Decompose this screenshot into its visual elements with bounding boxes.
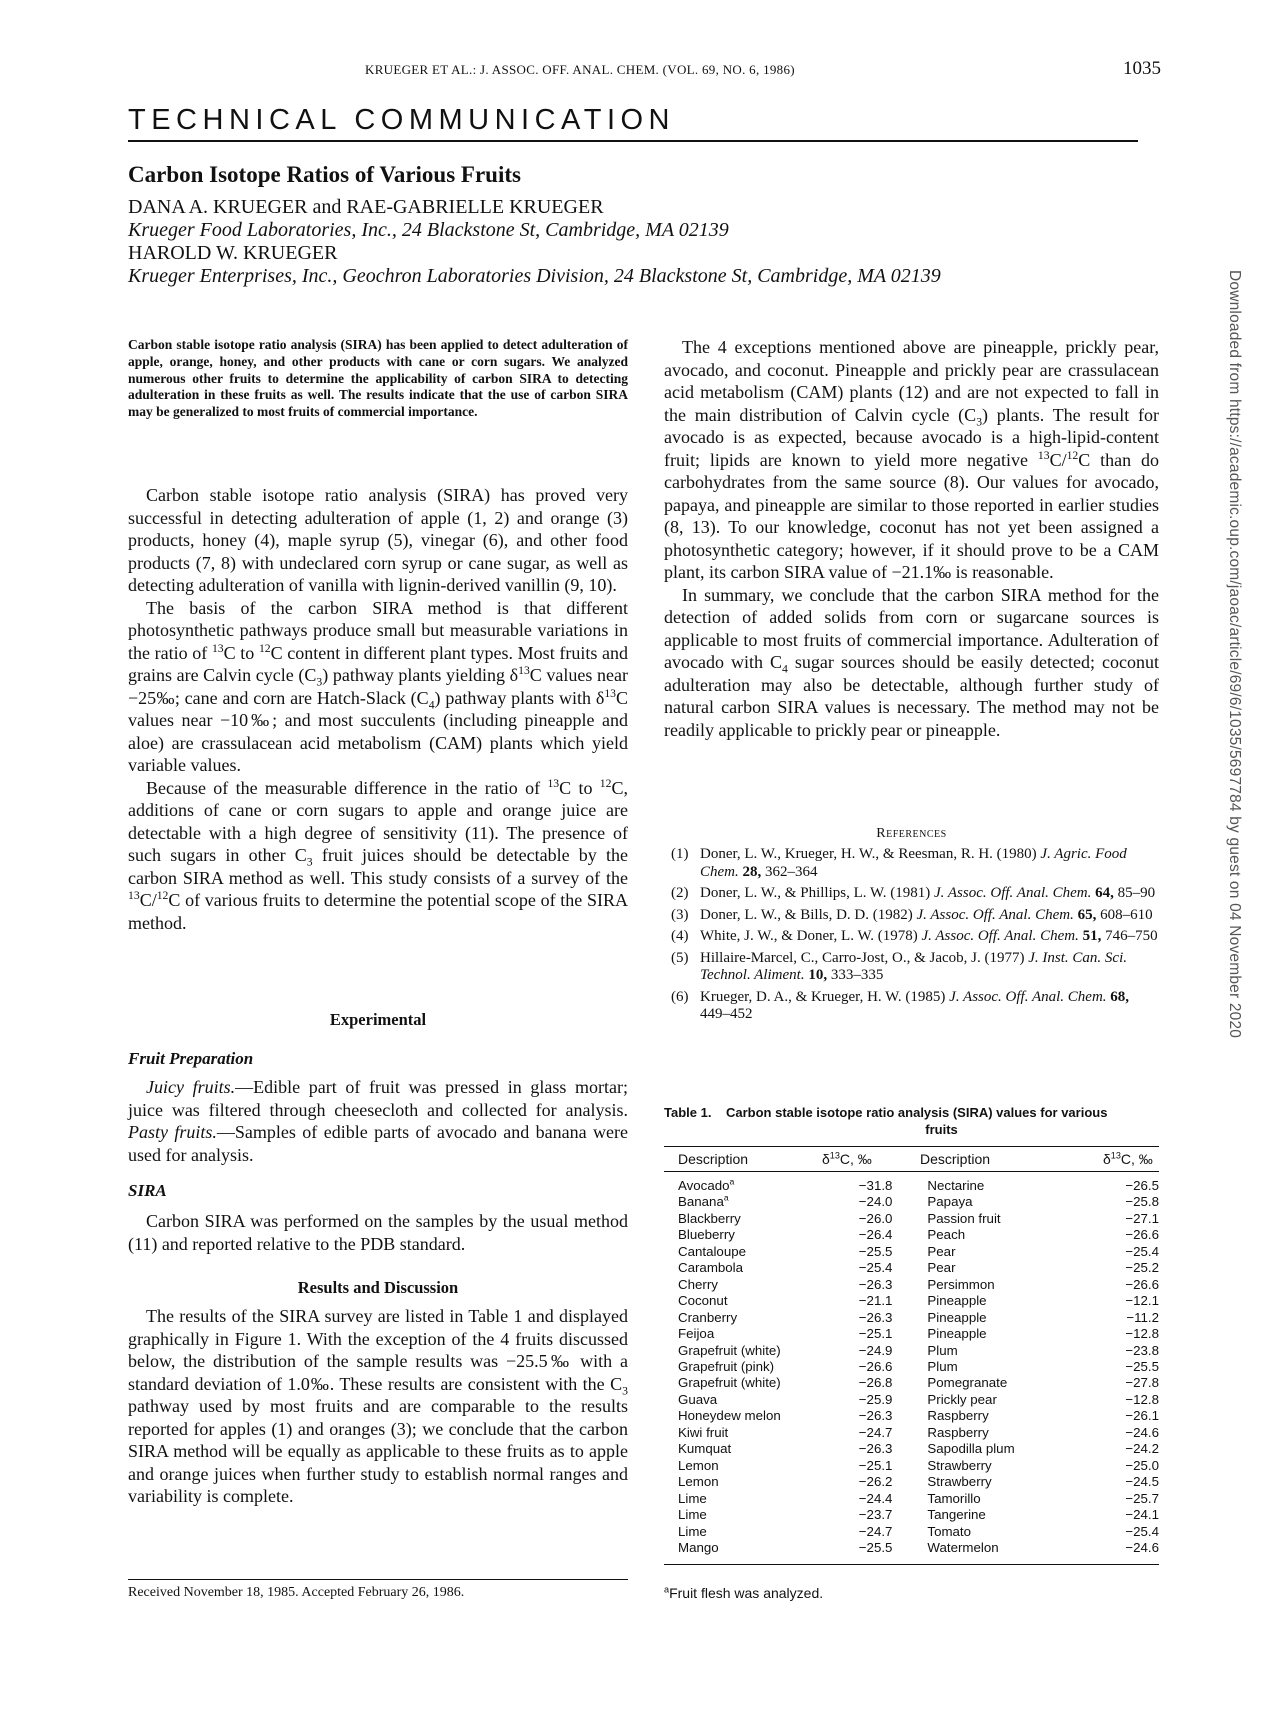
table-row [664,1408,1159,1424]
delta-value: −21.1 [858,1293,893,1309]
fruit-name: Feijoa [678,1326,715,1342]
fruit-name: Grapefruit (white) [678,1342,781,1358]
fruit-name: Raspberry [927,1424,989,1440]
table-top-rule [664,1146,1159,1147]
table-row [664,1244,1159,1260]
fruit-name: Kumquat [678,1441,732,1457]
delta-value: −25.5 [858,1539,893,1555]
delta-value: −26.8 [858,1375,893,1391]
table-row [664,1507,1159,1523]
pasty-fruits-label: Pasty fruits. [128,1122,217,1142]
fruit-name: Tamorillo [927,1490,981,1506]
fruit-name: Lime [678,1490,707,1506]
delta-value: −24.5 [1125,1474,1159,1490]
fruit-name: Plum [927,1342,958,1358]
table-row [664,1326,1159,1342]
fruit-name: Persimmon [927,1276,995,1292]
fruit-name: Kiwi fruit [678,1424,729,1440]
results-paragraph-1: The results of the SIRA survey are listed in Table 1 and displayed graphically in Figure 1. With the exception of the 4 fruits discussed below, the distribution of the sample results was −25.5‰ with a standard deviation of 1.0‰. These results are consistent with the $C_3$ pathway used by most fruits and are comparable to the results reported for apples (1) and oranges (3); we conclude that the carbon SIRA method will be equally as applicable to these fruits as to apple and orange juices when further study to establish normal ranges and variability is complete. [128,1306,628,1506]
reference-item: (2) Doner, L. W., & Phillips, L. W. (1981) J. Assoc. Off. Anal. Chem. 64, 85–90 [671,885,1156,901]
fruit-name: Cherry [678,1276,718,1292]
table-row [664,1425,1159,1441]
results-heading: Results and Discussion [297,1278,459,1297]
fruit-name: Prickly pear [927,1391,997,1407]
fruit-preparation-text: Juicy fruits.—Edible part of fruit was pressed in glass mortar; juice was filtered through cheesecloth and collected for analysis. Pasty fruits.—Samples of edible parts of avocado and banana were used for analysis. [128,1077,628,1165]
fruit-name: Banana$^a$ [678,1193,729,1210]
delta-value: −26.3 [858,1276,893,1292]
fruit-name: Passion fruit [927,1210,1001,1226]
reference-item: (4) White, J. W., & Doner, L. W. (1978) J. Assoc. Off. Anal. Chem. 51, 746–750 [671,928,1158,944]
delta-value: −31.8 [858,1178,893,1193]
received-note: Received November 18, 1985. Accepted February 26, 1986. [128,1585,465,1600]
page-number: 1035 [1123,58,1161,79]
delta-value: −27.1 [1125,1210,1159,1226]
references-list [664,846,1159,1028]
fruit-name: Pear [927,1243,956,1259]
delta-value: −24.2 [1125,1441,1159,1457]
running-head: KRUEGER ET AL.: J. ASSOC. OFF. ANAL. CHEM. (VOL. 69, NO. 6, 1986) [365,62,795,77]
delta-value: −25.4 [1125,1243,1159,1259]
references-heading: References [876,826,947,841]
fruit-preparation-heading: Fruit Preparation [128,1049,254,1068]
fruit-name: Papaya [927,1194,973,1210]
fruit-name: Sapodilla plum [927,1441,1015,1457]
delta-value: −26.3 [858,1408,893,1424]
delta-value: −24.6 [1125,1539,1159,1555]
table-footnote: $^a$Fruit flesh was analyzed. [664,1584,824,1601]
table-caption [664,1104,1159,1138]
table-row [664,1458,1159,1474]
fruit-name: Pineapple [927,1309,987,1325]
table-row [664,1474,1159,1490]
table-header-rule [664,1171,1159,1172]
table-row [664,1441,1159,1457]
fruit-name: Mango [678,1539,719,1555]
fruit-name: Tomato [927,1523,972,1539]
fruit-name: Pear [927,1260,956,1276]
download-watermark: Downloaded from https://academic.oup.com/jaoac/article/69/6/1035/5697784 by guest on 04 November 2020 [1226,270,1243,1039]
delta-value: −23.8 [1125,1342,1159,1358]
fruit-name: Blackberry [678,1210,741,1226]
fruit-name: Grapefruit (white) [678,1375,781,1391]
table-row [664,1392,1159,1408]
table-title: Carbon stable isotope ratio analysis (SIRA) values for various [726,1105,1108,1120]
table-row [664,1194,1159,1210]
fruit-name: Nectarine [927,1178,985,1193]
delta-value: −26.3 [858,1309,893,1325]
discussion [664,336,1159,741]
delta-value: −26.4 [858,1227,893,1243]
fruit-name: Pineapple [927,1293,987,1309]
delta-value: −24.7 [858,1424,893,1440]
article-title: Carbon Isotope Ratios of Various Fruits [128,162,521,187]
fruit-name: Strawberry [927,1457,992,1473]
fruit-name: Pineapple [927,1326,987,1342]
discussion-paragraph-2: In summary, we conclude that the carbon SIRA method for the detection of added solids from corn or sugarcane sources is applicable to most fruits of commercial importance. Adulteration of avocado with $C_4$ sugar sources should be easily detected; coconut adulteration may also be detectable, although further study of natural carbon SIRA values is necessary. The method may not be readily applicable to prickly pear or pineapple. [664,584,1159,740]
fruit-name: Peach [927,1227,966,1243]
delta-value: −25.1 [858,1457,893,1473]
table-row [664,1277,1159,1293]
fruit-name: Honeydew melon [678,1408,781,1424]
intro-paragraph-2: The basis of the carbon SIRA method is that different photosynthetic pathways produce small but measurable variations in the ratio of $^{13}$C to $^{12}$C content in different plant types. Most fruits and grains are Calvin cycle $(C_3)$ pathway plants yielding $\delta^{13}C$ values near −25‰; cane and corn are Hatch-Slack $(C_4)$ pathway plants with $\delta^{13}C$ values near −10‰; and most succulents (including pineapple and aloe) are crassulacean acid metabolism (CAM) plants which yield variable values. [128,597,629,775]
table-header-description-1: Description [678,1151,749,1167]
table-row [664,1524,1159,1540]
delta-value: −25.9 [858,1391,893,1407]
experimental-heading: Experimental [329,1010,427,1029]
reference-item: (3) Doner, L. W., & Bills, D. D. (1982) J. Assoc. Off. Anal. Chem. 65, 608–610 [671,906,1153,923]
delta-value: −25.2 [1125,1260,1159,1276]
intro-paragraph-1: Carbon stable isotope ratio analysis (SIRA) has proved very successful in detecting adulteration of apple (1, 2) and orange (3) products, honey (4), maple syrup (5), vinegar (6), and other food products (7, 8) with undeclared corn syrup or cane sugar, as well as detecting adulteration of vanilla with lignin-derived vanillin (9, 10). [128,485,628,595]
sira-text: Carbon SIRA was performed on the samples by the usual method (11) and reported relative to the PDB standard. [128,1211,628,1254]
reference-item: (1) Doner, L. W., Krueger, H. W., & Reesman, R. H. (1980) J. Agric. Food Chem. 28, 362–364 [671,846,1127,880]
juicy-fruits-label: Juicy fruits. [146,1077,236,1097]
fruit-name: Strawberry [927,1474,992,1490]
delta-value: −25.5 [858,1243,893,1259]
delta-value: −26.1 [1125,1408,1159,1424]
delta-value: −25.1 [858,1326,893,1342]
fruit-name: Tangerine [927,1507,986,1523]
delta-value: −12.8 [1125,1326,1159,1342]
delta-value: −26.2 [858,1474,893,1490]
delta-value: −24.6 [1125,1424,1159,1440]
footnote-rule [128,1579,628,1580]
fruit-name: Guava [678,1391,718,1407]
affiliation-line-2: Krueger Enterprises, Inc., Geochron Laboratories Division, 24 Blackstone St, Cambridge, MA 02139 [128,265,941,287]
delta-value: −24.1 [1125,1507,1159,1523]
table-row [664,1260,1159,1276]
delta-value: −23.7 [858,1507,893,1523]
fruit-name: Lemon [678,1474,719,1490]
section-rule [128,140,1138,142]
table-header-delta-2: $\delta^{13}C$, ‰ [1103,1150,1153,1167]
table-header-description-2: Description [920,1151,991,1167]
delta-value: −26.6 [858,1358,893,1374]
delta-value: −24.9 [858,1342,893,1358]
abstract: Carbon stable isotope ratio analysis (SIRA) has been applied to detect adulteration of apple, orange, honey, and other products with cane or corn sugars. We analyzed numerous other fruits to determine the applicability of carbon SIRA to detecting adulteration in these fruits as well. The results indicate that the use of carbon SIRA may be generalized to most fruits of commercial importance. [128,337,628,420]
delta-value: −27.8 [1125,1375,1159,1391]
fruit-name: Watermelon [927,1539,999,1555]
fruit-name: Cantaloupe [678,1243,747,1259]
table-row [664,1211,1159,1227]
table-bottom-rule [664,1564,1159,1565]
table-row [664,1310,1159,1326]
table-row [664,1343,1159,1359]
delta-value: −12.1 [1125,1293,1159,1309]
table-header-delta-1: $\delta^{13}C$, ‰ [822,1150,872,1167]
delta-value: −26.0 [858,1210,893,1226]
table-title-line-2: fruits [925,1122,958,1137]
delta-value: −26.6 [1125,1227,1159,1243]
fruit-name: Pomegranate [927,1375,1008,1391]
delta-value: −26.6 [1125,1276,1159,1292]
intro-paragraph-3: Because of the measurable difference in the ratio of $^{13}$C to $^{12}$C, additions of cane or corn sugars to apple and orange juice are detectable with a high degree of sensitivity (11). The presence of such sugars in other $C_3$ fruit juices should be detectable by the carbon SIRA method as well. This study consists of a survey of the $^{13}$C/$^{12}$C of various fruits to determine the potential scope of the SIRA method. [128,776,628,933]
authors-line-2: HAROLD W. KRUEGER [128,242,338,264]
discussion-paragraph-1: The 4 exceptions mentioned above are pineapple, prickly pear, avocado, and coconut. Pineapple and prickly pear are crassulacean acid metabolism (CAM) plants (12) and are not expected to fall in the main distribution of Calvin cycle $(C_3)$ plants. The result for avocado is as expected, because avocado is a high-lipid-content fruit; lipids are known to yield more negative $^{13}$C/$^{12}$C than do carbohydrates from the same source (8). Our values for avocado, papaya, and pineapple are similar to those reported in earlier studies (8, 13). To our knowledge, coconut has not yet been assigned a photosynthetic category; however, if it should prove to be a CAM plant, its carbon SIRA value of −21.1‰ is reasonable. [664,337,1159,582]
sira-heading: SIRA [128,1181,167,1200]
introduction [128,484,628,934]
delta-value: −26.5 [1125,1178,1159,1193]
fruit-name: Plum [927,1358,958,1374]
fruit-name: Coconut [678,1293,728,1309]
fruit-name: Lemon [678,1457,719,1473]
delta-value: −12.8 [1125,1391,1159,1407]
table-row [664,1359,1159,1375]
section-title: TECHNICAL COMMUNICATION [128,104,675,136]
table-row [664,1178,1159,1194]
table-label: Table 1. [664,1105,712,1120]
delta-value: −24.0 [858,1194,893,1210]
fruit-name: Avocado$^a$ [678,1176,735,1193]
delta-value: −11.2 [1126,1309,1159,1325]
fruit-name: Lime [678,1523,707,1539]
table-row [664,1491,1159,1507]
fruit-name: Raspberry [927,1408,989,1424]
fruit-name: Grapefruit (pink) [678,1358,775,1374]
fruit-name: Cranberry [678,1309,738,1325]
delta-value: −25.8 [1125,1194,1159,1210]
reference-item: (6) Krueger, D. A., & Krueger, H. W. (1985) J. Assoc. Off. Anal. Chem. 68, 449–452 [671,988,1130,1022]
fruit-name: Lime [678,1507,707,1523]
table-row [664,1293,1159,1309]
fruit-table [664,1178,1159,1556]
delta-value: −25.0 [1125,1457,1159,1473]
delta-value: −24.4 [858,1490,893,1506]
table-row [664,1540,1159,1556]
delta-value: −24.7 [858,1523,893,1539]
delta-value: −25.4 [858,1260,893,1276]
delta-value: −25.4 [1125,1523,1159,1539]
reference-item: (5) Hillaire-Marcel, C., Carro-Jost, O., & Jacob, J. (1977) J. Inst. Can. Sci. Technol. Aliment. 10, 333–335 [671,949,1128,983]
fruit-name: Blueberry [678,1227,735,1243]
fruit-name: Carambola [678,1260,744,1276]
authors-line-1: DANA A. KRUEGER and RAE-GABRIELLE KRUEGER [128,196,604,218]
delta-value: −26.3 [858,1441,893,1457]
table-row [664,1227,1159,1243]
table-row [664,1375,1159,1391]
delta-value: −25.7 [1125,1490,1159,1506]
delta-value: −25.5 [1125,1358,1159,1374]
affiliation-line-1: Krueger Food Laboratories, Inc., 24 Blackstone St, Cambridge, MA 02139 [128,219,729,241]
